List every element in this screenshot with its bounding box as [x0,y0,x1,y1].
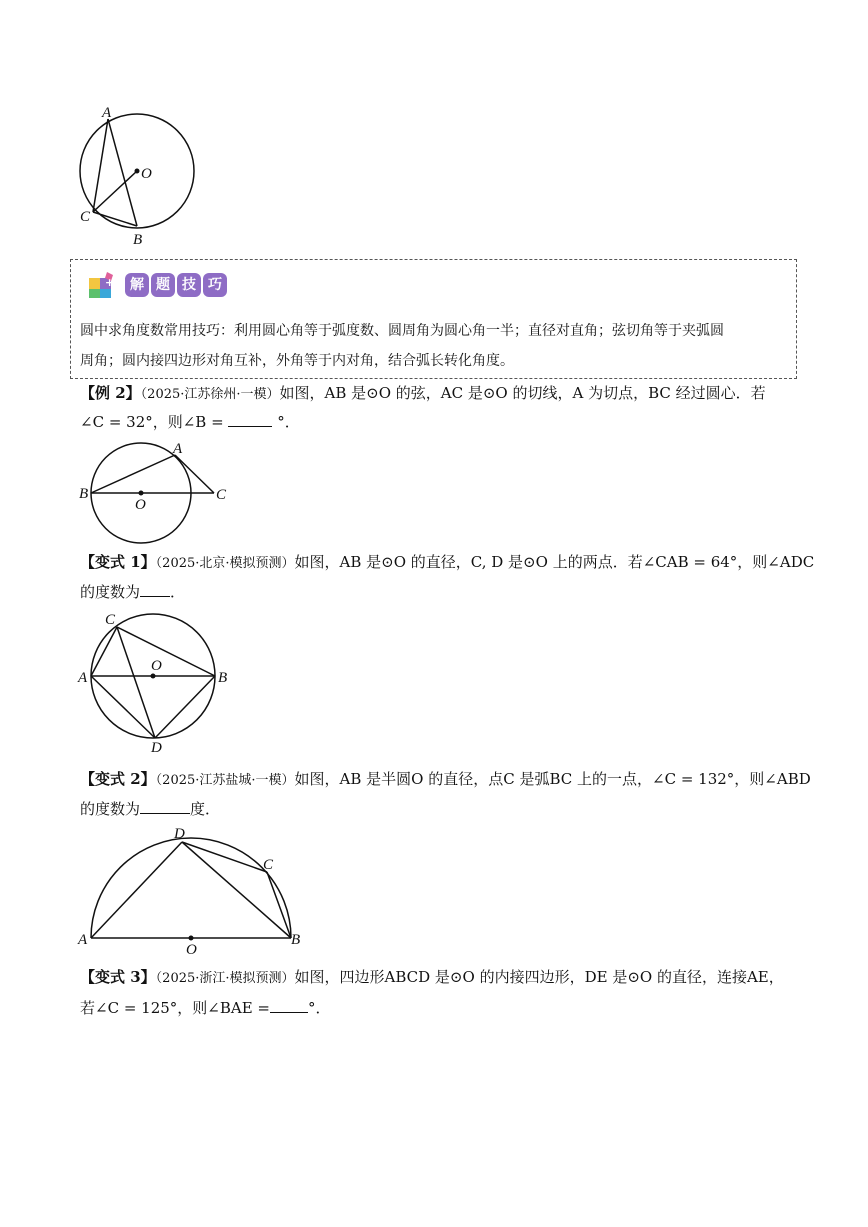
answer-blank[interactable] [140,795,190,814]
center-dot [139,491,144,496]
label-d: D [151,740,162,756]
example2-line-2 [80,407,300,437]
variant1-line-1 [80,547,814,579]
label-c: C [105,612,116,628]
label-o: O [151,658,162,674]
label-o: O [135,497,146,513]
semicircle-arc [91,838,291,938]
variant3-question: 若∠C = 125°，则∠BAE = [80,999,270,1017]
variant1-bracket: 【变式 1】 [80,553,156,571]
example2-line-1 [80,378,766,410]
example2-question: ∠C = 32°，则∠B = [80,413,224,431]
variant1-question-end: ． [170,583,186,601]
center-dot [135,169,140,174]
example2-source: （2025·江苏徐州·一模） [140,387,280,402]
variant3-text: 如图，四边形ABCD 是⊙O 的内接四边形，DE 是⊙O 的直径，连接AE， [294,968,784,986]
figure-circle-acb [70,100,210,250]
center-dot [189,936,194,941]
tips-box [70,259,797,379]
answer-blank[interactable] [270,994,308,1013]
variant2-source: （2025·江苏盐城·一模） [155,773,295,788]
variant3-bracket: 【变式 3】 [80,968,156,986]
variant2-bracket: 【变式 2】 [80,770,156,788]
figure-diameter-ab [74,607,244,757]
label-a: A [173,441,183,457]
label-b: B [291,932,301,948]
variant2-question: 的度数为 [80,800,141,818]
example2-question-end: °． [277,413,300,431]
example2-bracket: 【例 2】 [80,384,141,402]
label-a: A [78,670,88,686]
label-a: A [102,105,112,121]
variant2-line-1 [80,764,811,796]
answer-blank[interactable] [228,408,272,427]
tips-badge-4: 巧 [203,273,227,297]
variant3-line-1 [80,962,784,994]
chord-ad [91,676,155,738]
variant3-line-2 [80,993,331,1023]
variant1-question: 的度数为 [80,583,141,601]
variant1-text: 如图，AB 是⊙O 的直径，C, D 是⊙O 上的两点．若∠CAB = 64°，则∠ADC [294,553,815,571]
label-b: B [79,486,89,502]
variant2-question-end: 度． [190,800,221,818]
label-o: O [186,942,197,958]
tips-header [87,270,229,300]
variant2-text: 如图，AB 是半圆O 的直径，点C 是弧BC 上的一点，∠C = 132°，则∠ABD [294,770,811,788]
tangent-ac [175,455,214,493]
variant1-line-2 [80,577,185,607]
label-o: O [141,166,152,182]
chord-db [182,842,291,938]
chord-ad [91,842,182,938]
label-c: C [263,857,274,873]
chord-ac [91,627,117,676]
label-a: A [78,932,88,948]
tips-line-2: 周角；圆内接四边形对角互补，外角等于内对角，结合弧长转化角度。 [80,353,514,369]
puzzle-icon [87,270,119,300]
tips-badge-2: 题 [151,273,175,297]
center-dot [151,674,156,679]
label-b: B [133,232,143,248]
example2-text: 如图，AB 是⊙O 的弦，AC 是⊙O 的切线，A 为切点，BC 经过圆心．若 [279,384,766,402]
figure-semicircle [74,820,314,960]
tips-badge-3: 技 [177,273,201,297]
answer-blank[interactable] [140,578,170,597]
label-c: C [216,487,227,503]
tips-line-1: 圆中求角度数常用技巧：利用圆心角等于弧度数、圆周角为圆心角一半；直径对直角；弦切角等于夹弧圆 [80,323,724,339]
label-b: B [218,670,228,686]
radius-oc [93,171,137,212]
figure-tangent [78,438,238,548]
variant1-source: （2025·北京·模拟预测） [155,556,295,571]
chord-ab [108,119,137,226]
tips-badge-1: 解 [125,273,149,297]
label-d: D [174,826,185,842]
svg-text:+: + [105,276,115,289]
variant3-question-end: °． [308,999,331,1017]
label-c: C [80,209,91,225]
variant3-source: （2025·浙江·模拟预测） [155,971,295,986]
chord-dc [182,842,267,872]
